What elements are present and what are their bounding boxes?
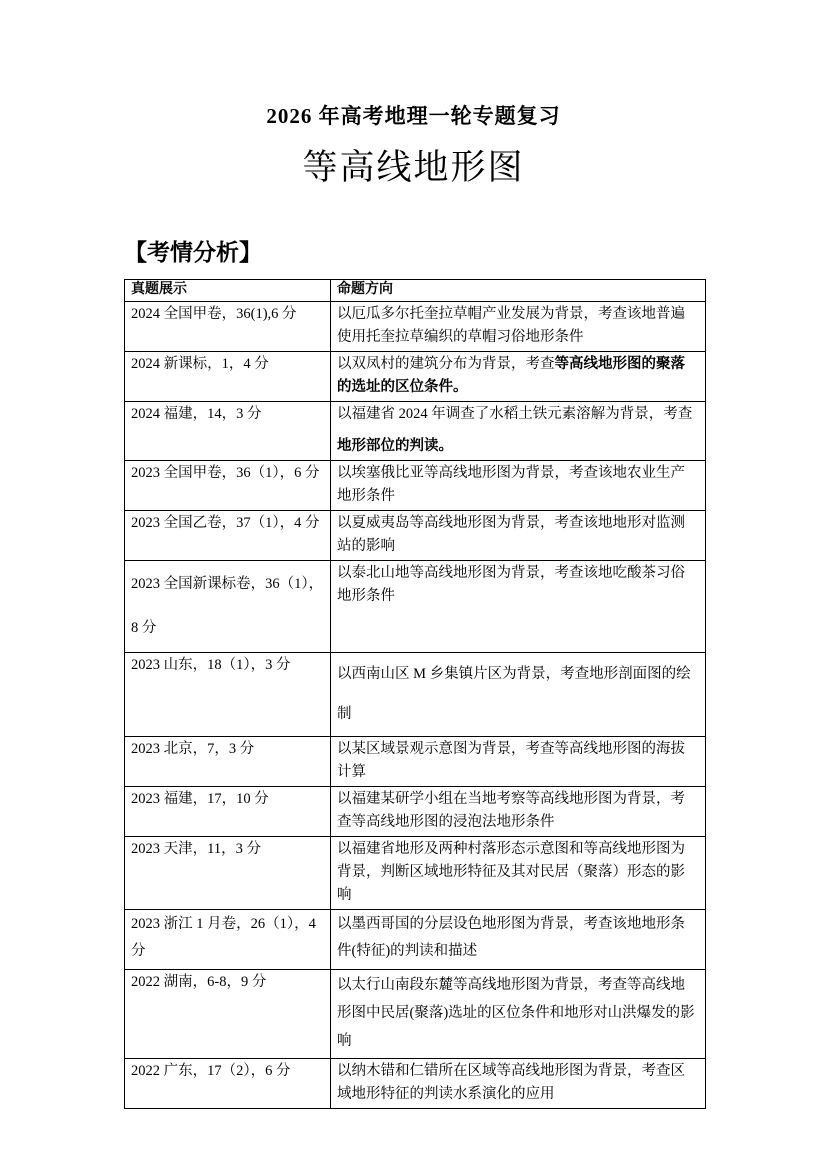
direction-cell (331, 402, 706, 461)
table-header-row (125, 280, 706, 302)
exam-analysis-table-body (125, 302, 706, 1109)
direction-cell (331, 837, 706, 910)
exam-cell: 2023 浙江 1 月卷，26（1），4 分 (125, 910, 331, 970)
exam-cell: 2023 山东，18（1），3 分 (125, 653, 331, 737)
document-title: 等高线地形图 (302, 148, 525, 187)
table-row (125, 352, 706, 402)
direction-cell (331, 787, 706, 837)
direction-cell (331, 511, 706, 561)
table-row (125, 302, 706, 352)
direction-paragraph: 地形部位的判读。 (337, 438, 453, 454)
column-header-direction: 命题方向 (331, 280, 706, 302)
exam-cell: 2023 全国新课标卷，36（1），8 分 (125, 561, 331, 653)
exam-cell: 2024 福建，14，3 分 (125, 402, 331, 461)
table-row (125, 461, 706, 511)
direction-paragraph: 以纳木错和仁错所在区域等高线地形图为背景，考查区域地形特征的判读水系演化的应用 (337, 1063, 685, 1102)
direction-cell (331, 352, 706, 402)
exam-cell: 2023 福建，17，10 分 (125, 787, 331, 837)
exam-cell: 2023 北京，7，3 分 (125, 737, 331, 787)
direction-paragraph: 以埃塞俄比亚等高线地形图为背景，考查该地农业生产地形条件 (337, 465, 685, 504)
direction-cell (331, 461, 706, 511)
direction-paragraph: 以福建省 2024 年调查了水稻土铁元素溶解为背景，考查 (337, 406, 693, 422)
direction-paragraph: 以泰北山地等高线地形图为背景，考查该地吃酸茶习俗地形条件 (337, 565, 685, 604)
table-row (125, 970, 706, 1059)
direction-cell (331, 970, 706, 1059)
direction-paragraph: 以福建某研学小组在当地考察等高线地形图为背景，考查等高线地形图的浸泡法地形条件 (337, 791, 685, 830)
direction-paragraph: 以某区域景观示意图为背景，考查等高线地形图的海拔计算 (337, 741, 685, 780)
exam-cell: 2023 全国乙卷，37（1），4 分 (125, 511, 331, 561)
direction-cell (331, 737, 706, 787)
table-row (125, 1059, 706, 1109)
exam-analysis-table (124, 279, 706, 1109)
exam-cell: 2023 天津，11，3 分 (125, 837, 331, 910)
direction-paragraph: 以西南山区 M 乡集镇片区为背景，考查地形剖面图的绘制 (337, 666, 691, 722)
direction-cell (331, 302, 706, 352)
table-row (125, 737, 706, 787)
table-row (125, 511, 706, 561)
exam-cell: 2022 湖南，6-8，9 分 (125, 970, 331, 1059)
exam-cell: 2023 全国甲卷，36（1），6 分 (125, 461, 331, 511)
direction-cell (331, 653, 706, 737)
direction-cell (331, 561, 706, 653)
direction-cell (331, 1059, 706, 1109)
table-row (125, 910, 706, 970)
table-row (125, 787, 706, 837)
direction-cell (331, 910, 706, 970)
document-subtitle: 2026 年高考地理一轮专题复习 (266, 104, 561, 128)
direction-paragraph: 以福建省地形及两种村落形态示意图和等高线地形图为背景，判断区域地形特征及其对民居（聚落）形态的影响 (337, 841, 685, 903)
direction-paragraph: 以双凤村的建筑分布为背景，考查等高线地形图的聚落的选址的区位条件。 (337, 356, 685, 395)
exam-cell: 2024 新课标，1，4 分 (125, 352, 331, 402)
exam-cell: 2022 广东，17（2），6 分 (125, 1059, 331, 1109)
table-row (125, 561, 706, 653)
table-row (125, 402, 706, 461)
direction-paragraph: 以厄瓜多尔托奎拉草帽产业发展为背景，考查该地普遍使用托奎拉草编织的草帽习俗地形条件 (337, 306, 685, 345)
direction-paragraph: 以太行山南段东麓等高线地形图为背景，考查等高线地形图中民居(聚落)选址的区位条件和地形对山洪爆发的影响 (337, 977, 695, 1049)
column-header-exam: 真题展示 (125, 280, 331, 302)
direction-paragraph: 以墨西哥国的分层设色地形图为背景，考查该地地形条件(特征)的判读和描述 (337, 916, 685, 959)
section-heading-exam-analysis: 【考情分析】 (124, 239, 262, 265)
exam-cell: 2024 全国甲卷，36(1),6 分 (125, 302, 331, 352)
table-row (125, 653, 706, 737)
direction-paragraph: 以夏威夷岛等高线地形图为背景，考查该地地形对监测站的影响 (337, 515, 685, 554)
table-row (125, 837, 706, 910)
